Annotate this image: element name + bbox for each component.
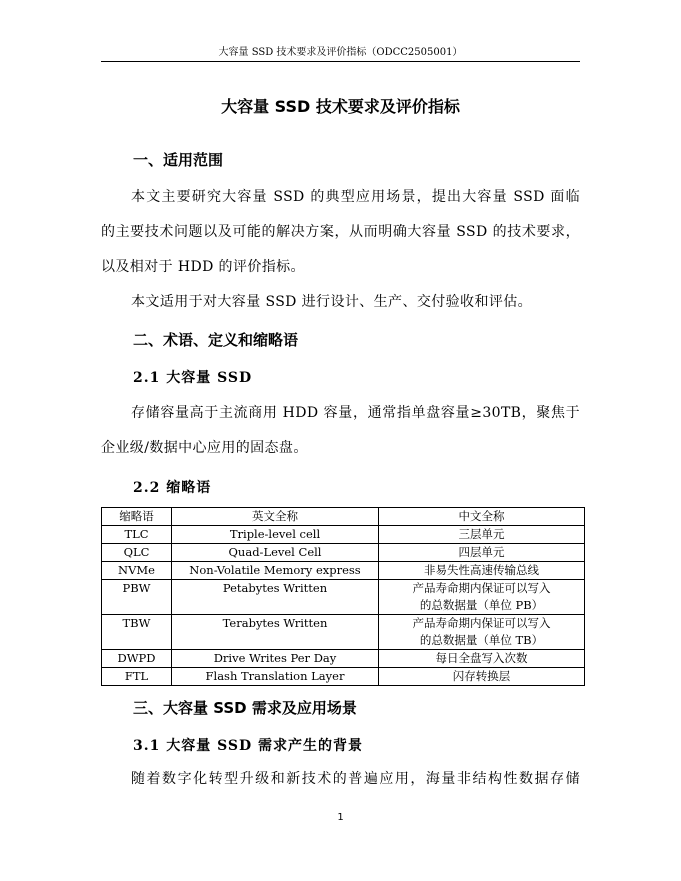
table-row — [102, 650, 585, 668]
section-3-1-line-1: 随着数字化转型升级和新技术的普遍应用，海量非结构性数据存储 — [131, 771, 580, 787]
section-3-heading: 三、大容量 SSD 需求及应用场景 — [133, 699, 357, 717]
section-1-para-1-line-1: 本文主要研究大容量 SSD 的典型应用场景，提出大容量 SSD 面临 — [131, 189, 580, 205]
cell-english: Non-Volatile Memory express — [172, 562, 379, 580]
cell-chinese-line-2: 的总数据量（单位 TB） — [419, 633, 544, 647]
section-1-heading: 一、适用范围 — [133, 151, 224, 169]
cell-abbr: QLC — [102, 544, 172, 562]
cell-abbr: FTL — [102, 668, 172, 686]
abbreviation-table — [101, 507, 585, 686]
cell-chinese — [379, 580, 585, 615]
cell-chinese-line-1: 产品寿命期内保证可以写入 — [412, 616, 551, 630]
cell-abbr: TBW — [102, 615, 172, 650]
cell-chinese: 非易失性高速传输总线 — [379, 562, 585, 580]
column-header-chinese: 中文全称 — [379, 508, 585, 526]
cell-chinese: 闪存转换层 — [379, 668, 585, 686]
table-row — [102, 544, 585, 562]
cell-chinese: 三层单元 — [379, 526, 585, 544]
cell-english: Drive Writes Per Day — [172, 650, 379, 668]
cell-abbr: DWPD — [102, 650, 172, 668]
cell-chinese-line-1: 产品寿命期内保证可以写入 — [412, 581, 551, 595]
cell-english: Flash Translation Layer — [172, 668, 379, 686]
section-3-1-heading: 3.1 大容量 SSD 需求产生的背景 — [133, 738, 364, 754]
section-2-1-line-1: 存储容量高于主流商用 HDD 容量，通常指单盘容量≥30TB，聚焦于 — [131, 405, 580, 421]
table-row — [102, 615, 585, 650]
section-2-heading: 二、术语、定义和缩略语 — [133, 331, 299, 349]
table-row — [102, 562, 585, 580]
section-1-para-2: 本文适用于对大容量 SSD 进行设计、生产、交付验收和评估。 — [131, 294, 533, 310]
section-1-para-1-line-3: 以及相对于 HDD 的评价指标。 — [101, 259, 305, 275]
cell-english: Petabytes Written — [172, 580, 379, 615]
column-header-abbr: 缩略语 — [102, 508, 172, 526]
running-header: 大容量 SSD 技术要求及评价指标（ODCC2505001） — [218, 47, 463, 58]
page-number: 1 — [337, 812, 344, 823]
table-header-row — [102, 508, 585, 526]
cell-abbr: PBW — [102, 580, 172, 615]
cell-chinese: 每日全盘写入次数 — [379, 650, 585, 668]
cell-english: Triple-level cell — [172, 526, 379, 544]
cell-chinese — [379, 615, 585, 650]
cell-chinese-line-2: 的总数据量（单位 PB） — [419, 598, 544, 612]
cell-abbr: NVMe — [102, 562, 172, 580]
cell-chinese: 四层单元 — [379, 544, 585, 562]
section-2-1-heading: 2.1 大容量 SSD — [133, 370, 253, 386]
document-title: 大容量 SSD 技术要求及评价指标 — [221, 97, 460, 116]
header-rule — [101, 61, 580, 62]
table-row — [102, 526, 585, 544]
cell-english: Terabytes Written — [172, 615, 379, 650]
cell-english: Quad-Level Cell — [172, 544, 379, 562]
table-row — [102, 580, 585, 615]
section-1-para-1-line-2: 的主要技术问题以及可能的解决方案，从而明确大容量 SSD 的技术要求， — [101, 224, 580, 240]
section-2-1-line-2: 企业级/数据中心应用的固态盘。 — [101, 440, 308, 456]
cell-abbr: TLC — [102, 526, 172, 544]
section-2-2-heading: 2.2 缩略语 — [133, 480, 212, 496]
table-row — [102, 668, 585, 686]
column-header-english: 英文全称 — [172, 508, 379, 526]
